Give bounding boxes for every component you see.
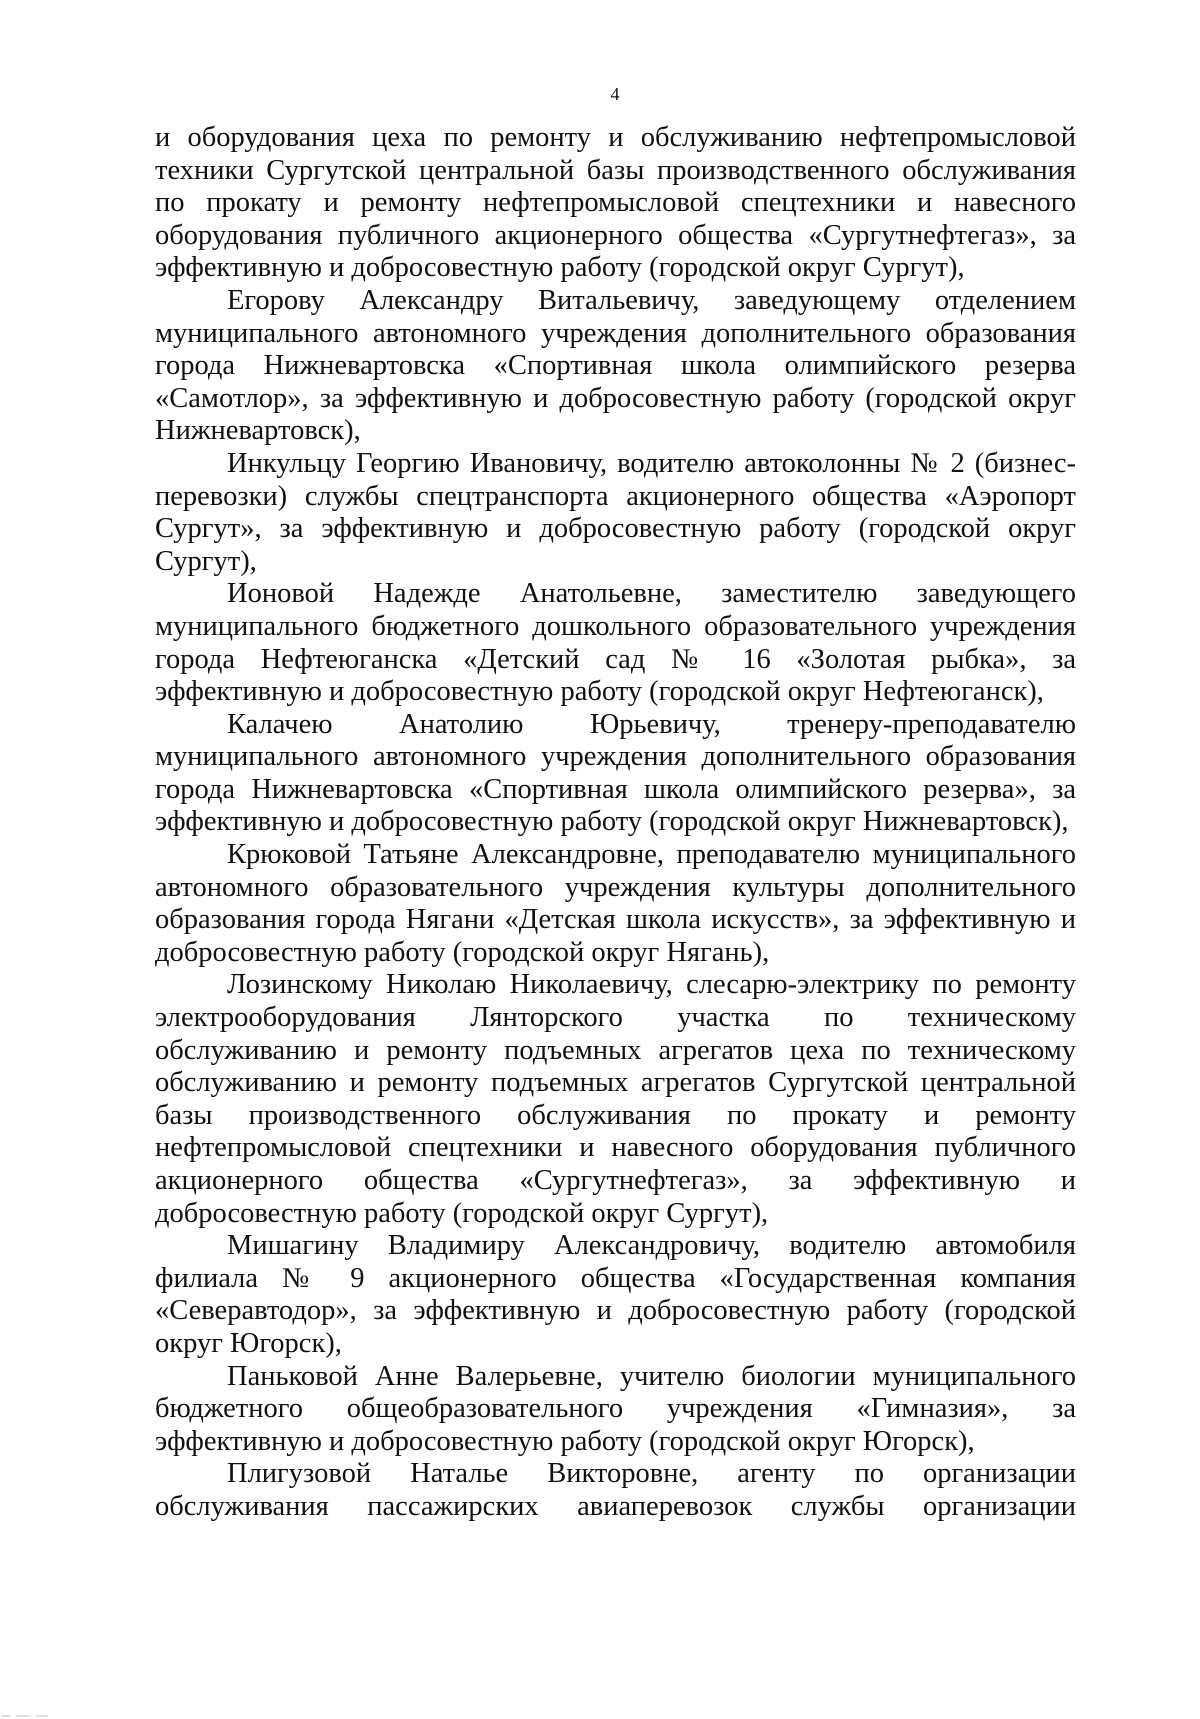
paragraph-pankova: Паньковой Анне Валерьевне, учителю биологии муниципального бюджетного общеобразовательного учреждения «Гимназия», за эффективную и добросовестную работу (городской округ Югорск), — [155, 1360, 1076, 1457]
paragraph-continuation: и оборудования цеха по ремонту и обслуживанию нефтепромысловой техники Сургутской центральной базы производственного обслуживания по прокату и ремонту нефтепромысловой спецтехники и навесного оборудования публичного акционерного общества «Сургутнефтегаз», за эффективную и добросовестную работу (городской округ Сургут), — [155, 122, 1076, 284]
paragraph-inkulets: Инкульцу Георгию Ивановичу, водителю автоколонны № 2 (бизнес-перевозки) службы спецтранспорта акционерного общества «Аэропорт Сургут», за эффективную и добросовестную работу (городской округ Сургут), — [155, 447, 1076, 577]
paragraph-egorov: Егорову Александру Витальевичу, заведующему отделением муниципального автономного учреждения дополнительного образования города Нижневартовска «Спортивная школа олимпийского резерва «Самотлор», за эффективную и добросовестную работу (городской округ Нижневартовск), — [155, 284, 1076, 447]
paragraph-kryukova: Крюковой Татьяне Александровне, преподавателю муниципального автономного образовательного учреждения культуры дополнительного образования города Нягани «Детская школа искусств», за эффективную и добросовестную работу (городской округ Нягань), — [155, 839, 1076, 968]
paragraph-mishagin: Мишагину Владимиру Александровичу, водителю автомобиля филиала № 9 акционерного общества «Государственная компания «Северавтодор», за эффективную и добросовестную работу (городской округ Югорск), — [155, 1230, 1076, 1359]
document-body — [155, 122, 1076, 1524]
paragraph-kalachei: Калачею Анатолию Юрьевичу, тренеру-преподавателю муниципального автономного учреждения дополнительного образования города Нижневартовска «Спортивная школа олимпийского резерва», за эффективную и добросовестную работу (городской округ Нижневартовск), — [155, 708, 1076, 838]
paragraph-lozinsky: Лозинскому Николаю Николаевичу, слесарю-электрику по ремонту электрооборудования Лянторского участка по техническому обслуживанию и ремонту подъемных агрегатов цеха по техническому обслуживанию и ремонту подъемных агрегатов Сургутской центральной базы производственного обслуживания по прокату и ремонту нефтепромысловой спецтехники и навесного оборудования публичного акционерного общества «Сургутнефтегаз», за эффективную и добросовестную работу (городской округ Сургут), — [155, 969, 1076, 1229]
paragraph-ionova: Ионовой Надежде Анатольевне, заместителю заведующего муниципального бюджетного дошкольного образовательного учреждения города Нефтеюганска «Детский сад № 16 «Золотая рыбка», за эффективную и добросовестную работу (городской округ Нефтеюганск), — [155, 578, 1076, 708]
page-number: 4 — [610, 84, 620, 104]
scan-artifact-mark — [0, 1713, 60, 1719]
paragraph-pliguzova: Плигузовой Наталье Викторовне, агенту по организации обслуживания пассажирских авиаперевозок службы организации — [155, 1458, 1076, 1522]
